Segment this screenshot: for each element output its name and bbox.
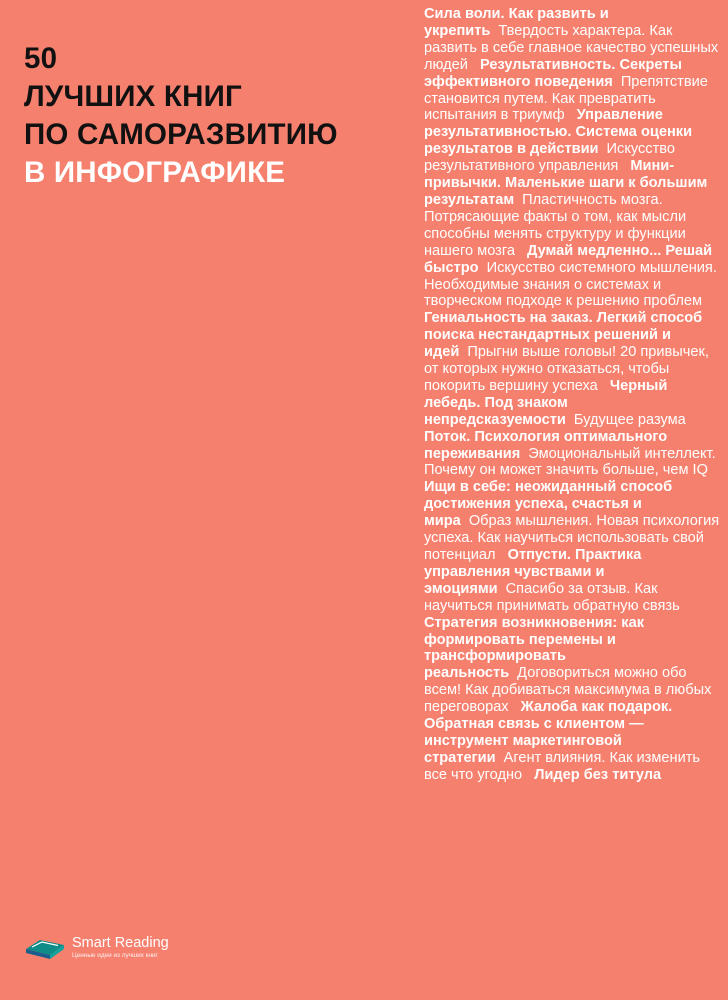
page-title <box>24 40 338 192</box>
book-title: Искусство системного мышления. Необходимые знания о системах и творческом подходе к решению проблем <box>424 259 717 310</box>
book-entry <box>424 429 716 479</box>
book-title-bold: Ищи в себе: неожиданный способ достижения успеха, счастья и мира <box>424 479 673 530</box>
book-title-bold: Жалоба как подарок. Обратная связь с клиентом — инструмент маркетинговой стратегии <box>424 699 673 766</box>
book-title: Образ мышления. Новая психология успеха. Как научиться использовать свой потенциал <box>424 513 720 563</box>
book-title-bold: Управление результативностью. Система оценки результатов в действии <box>424 107 693 158</box>
book-title: Эмоциональный интеллект. Почему он может значить больше, чем IQ <box>424 445 716 479</box>
book-logo-icon <box>24 934 66 960</box>
book-title: Будущее разума <box>573 411 686 428</box>
book-title: Препятствие становится путем. Как превратить испытания в триумф <box>424 73 708 124</box>
book-title-bold: Сила воли. Как развить и укрепить <box>424 6 609 39</box>
book-title-bold: Гениальность на заказ. Легкий способ поиска нестандартных решений и идей <box>424 310 703 361</box>
book-title: Искусство результативного управления <box>424 141 675 175</box>
logo-tagline: Ценные идеи из лучших книг <box>72 951 158 959</box>
book-title-bold: Черный лебедь. Под знаком непредсказуемости <box>424 377 668 428</box>
book-title: Прыгни выше головы! 20 привычек, от которых нужно отказаться, чтобы покорить вершину успеха <box>424 344 709 394</box>
title-line-books: ЛУЧШИХ КНИГ <box>24 80 242 113</box>
logo-name: Smart Reading <box>72 934 169 951</box>
book-title-bold: Результативность. Секреты эффективного поведения <box>424 56 682 90</box>
book-title-bold: Стратегия возникновения: как формировать перемены и трансформировать реальность <box>424 614 645 682</box>
book-title: Пластичность мозга. Потрясающие факты о том, как мысли способны менять структуру и функции нашего мозга <box>424 191 687 259</box>
book-title: Спасибо за отзыв. Как научиться принимать обратную связь <box>424 580 680 614</box>
book-title-bold: Думай медленно... Решай быстро <box>424 242 713 276</box>
book-title: Твердость характера. Как развить в себе главное качество успешных людей <box>424 22 719 73</box>
book-title-bold: Лидер без титула <box>534 766 662 783</box>
book-title: Договориться можно обо всем! Как добиваться максимума в любых переговорах <box>424 665 712 716</box>
book-list <box>424 6 726 996</box>
brand-logo <box>24 934 169 960</box>
book-title-bold: Отпусти. Практика управления чувствами и эмоциями <box>424 547 642 597</box>
book-entry <box>534 767 669 783</box>
title-line-number: 50 <box>24 42 58 75</box>
title-line-topic: ПО САМОРАЗВИТИЮ <box>24 118 338 151</box>
book-title-bold: Поток. Психология оптимального переживания <box>424 428 668 462</box>
title-line-format: В ИНФОГРАФИКЕ <box>24 156 286 189</box>
book-title-bold: Мини-привычки. Маленькие шаги к большим результатам <box>424 158 708 208</box>
book-title: Агент влияния. Как изменить все что угодно <box>424 749 701 783</box>
